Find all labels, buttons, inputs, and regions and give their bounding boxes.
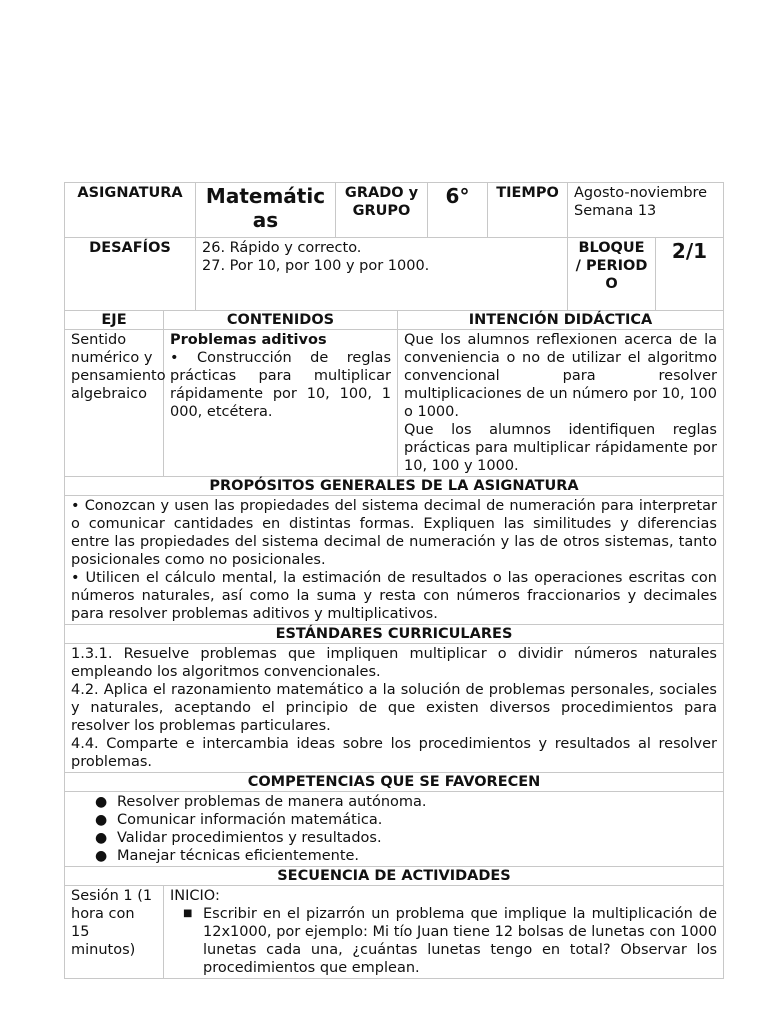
intencion-header: INTENCIÓN DIDÁCTICA [398, 311, 724, 330]
proposito-item: • Utilicen el cálculo mental, la estimación de resultados o las operaciones escritas con números naturales, así como la suma y resta con números fraccionarios y decimales para resolver problemas aditivos y multiplicativos. [71, 570, 717, 622]
contenidos-header: CONTENIDOS [164, 311, 398, 330]
inicio-label: INICIO: [170, 888, 220, 904]
intencion-cell [398, 330, 724, 477]
intencion-text: Que los alumnos reflexionen acerca de la conveniencia o no de utilizar el algoritmo convencional para resolver multiplicaciones de un número por 10, 100 o 1000. [404, 332, 717, 420]
propositos-body [65, 496, 724, 625]
grado-label: GRADO y GRUPO [336, 183, 428, 238]
desafio-item: 27. Por 10, por 100 y por 1000. [202, 258, 430, 274]
asignatura-label: ASIGNATURA [65, 183, 196, 238]
contenido-cell [164, 330, 398, 477]
header-table [64, 182, 724, 311]
actividad-item: ■ Escribir en el pizarrón un problema que implique la multiplicación de 12x1000, por ejemplo: Mi tío Juan tiene 12 bolsas de lunetas con 1000 lunetas cada una, ¿cuántas lunetas tengo en total? Observar los procedimientos que emplean. [203, 905, 717, 977]
contenido-text: • Construcción de reglas prácticas para multiplicar rápidamente por 10, 100, 1 000, etcétera. [170, 350, 391, 420]
competencia-item: ● Resolver problemas de manera autónoma. [117, 793, 717, 811]
desafio-item: 26. Rápido y correcto. [202, 240, 362, 256]
intencion-text: Que los alumnos identifiquen reglas prácticas para multiplicar rápidamente por 10, 100 y 1000. [404, 422, 717, 474]
asignatura-value: Matemáticas [196, 183, 336, 238]
propositos-title: PROPÓSITOS GENERALES DE LA ASIGNATURA [65, 477, 724, 496]
eje-value: Sentido numérico y pensamiento algebraico [65, 330, 164, 477]
eje-header: EJE [65, 311, 164, 330]
estandar-item: 4.4. Comparte e intercambia ideas sobre los procedimientos y resultados al resolver problemas. [71, 736, 717, 770]
tiempo-value [568, 183, 724, 238]
desafios-label: DESAFÍOS [65, 238, 196, 311]
proposito-item: • Conozcan y usen las propiedades del sistema decimal de numeración para interpretar o comunicar cantidades en distintas formas. Expliquen las similitudes y diferencias entre las propiedades del sistema decimal de numeración y las de otros sistemas, tanto posicionales como no posicionales. [71, 498, 717, 568]
estandares-title: ESTÁNDARES CURRICULARES [65, 625, 724, 644]
grado-value: 6° [428, 183, 488, 238]
estandar-item: 4.2. Aplica el razonamiento matemático a la solución de problemas personales, sociales y naturales, aceptando el principio de que existen diversos procedimientos para resolver los problemas particulares. [71, 682, 717, 734]
bloque-value: 2/1 [656, 238, 724, 311]
tiempo-week: Semana 13 [574, 203, 657, 219]
estandar-item: 1.3.1. Resuelve problemas que impliquen multiplicar o dividir números naturales empleando los algoritmos convencionales. [71, 646, 717, 680]
bloque-label: BLOQUE / PERIODO [568, 238, 656, 311]
competencia-item: ● Comunicar información matemática. [117, 811, 717, 829]
competencias-title: COMPETENCIAS QUE SE FAVORECEN [65, 773, 724, 792]
desafios-value [196, 238, 568, 311]
competencias-list [71, 793, 717, 865]
contenido-title: Problemas aditivos [170, 332, 327, 348]
competencias-body [65, 792, 724, 867]
estandares-body [65, 644, 724, 773]
secuencia-title: SECUENCIA DE ACTIVIDADES [65, 867, 724, 886]
content-table [64, 310, 724, 979]
tiempo-period: Agosto-noviembre [574, 185, 708, 201]
competencia-item: ● Validar procedimientos y resultados. [117, 829, 717, 847]
actividad-cell [164, 886, 724, 979]
tiempo-label: TIEMPO [488, 183, 568, 238]
sesion-label: Sesión 1 (1 hora con 15 minutos) [65, 886, 164, 979]
actividad-list [170, 905, 717, 977]
competencia-item: ● Manejar técnicas eficientemente. [117, 847, 717, 865]
